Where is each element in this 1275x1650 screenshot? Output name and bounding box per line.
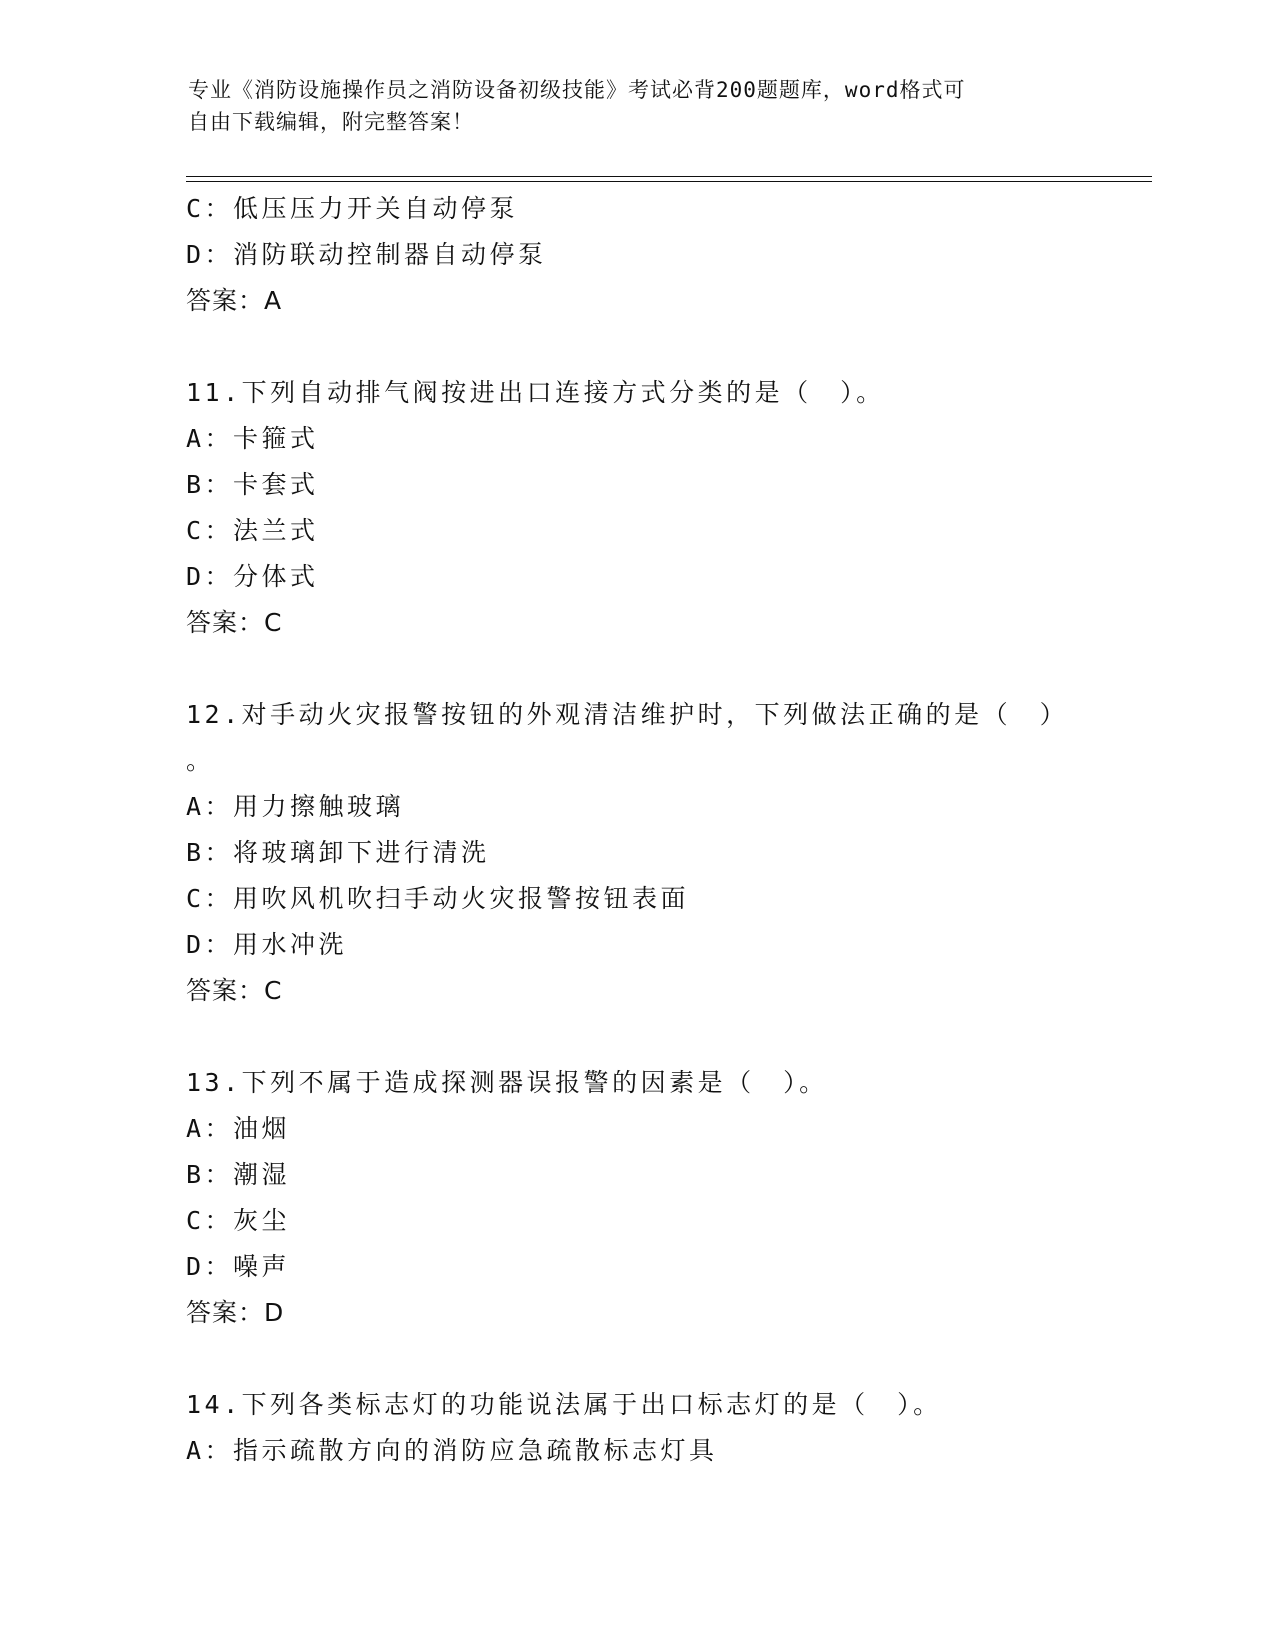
question-list [186,186,1086,1474]
question-stem-continuation: 。 [186,746,215,775]
header-rule-bottom [186,181,1152,182]
option-c: C：用吹风机吹扫手动火灾报警按钮表面 [186,884,690,913]
question-stem: 12.对手动火灾报警按钮的外观清洁维护时，下列做法正确的是（ ） [186,700,1069,729]
answer-line: 答案：A [186,286,283,315]
spacer [186,1014,1086,1060]
option-d: D：噪声 [186,1252,291,1281]
question-12 [186,692,1086,1014]
option-c: C：法兰式 [186,516,319,545]
question-stem: 11.下列自动排气阀按进出口连接方式分类的是（ ）。 [186,378,885,407]
question-11 [186,370,1086,646]
option-b: B：卡套式 [186,470,319,499]
option-b: B：将玻璃卸下进行清洗 [186,838,490,867]
answer-line: 答案：D [186,1298,285,1327]
header-line-2: 自由下载编辑，附完整答案！ [188,110,474,134]
header-line-1: 专业《消防设施操作员之消防设备初级技能》考试必背200题题库，word格式可 [188,78,966,102]
question-stem: 14.下列各类标志灯的功能说法属于出口标志灯的是（ ）。 [186,1390,942,1419]
option-d: D：用水冲洗 [186,930,348,959]
header-rule-top [186,176,1152,177]
option-b: B：潮湿 [186,1160,291,1189]
question-10 [186,186,1086,324]
option-a: A：用力擦触玻璃 [186,792,405,821]
option-d: D：消防联动控制器自动停泵 [186,240,547,269]
option-a: A：卡箍式 [186,424,319,453]
answer-line: 答案：C [186,976,283,1005]
question-stem: 13.下列不属于造成探测器误报警的因素是（ ）。 [186,1068,828,1097]
option-a: A：指示疏散方向的消防应急疏散标志灯具 [186,1436,718,1465]
spacer [186,324,1086,370]
question-13 [186,1060,1086,1336]
spacer [186,646,1086,692]
document-header [188,74,1068,138]
option-a: A：油烟 [186,1114,291,1143]
answer-line: 答案：C [186,608,283,637]
option-c: C：灰尘 [186,1206,291,1235]
spacer [186,1336,1086,1382]
option-c: C：低压压力开关自动停泵 [186,194,519,223]
question-14 [186,1382,1086,1474]
option-d: D：分体式 [186,562,319,591]
